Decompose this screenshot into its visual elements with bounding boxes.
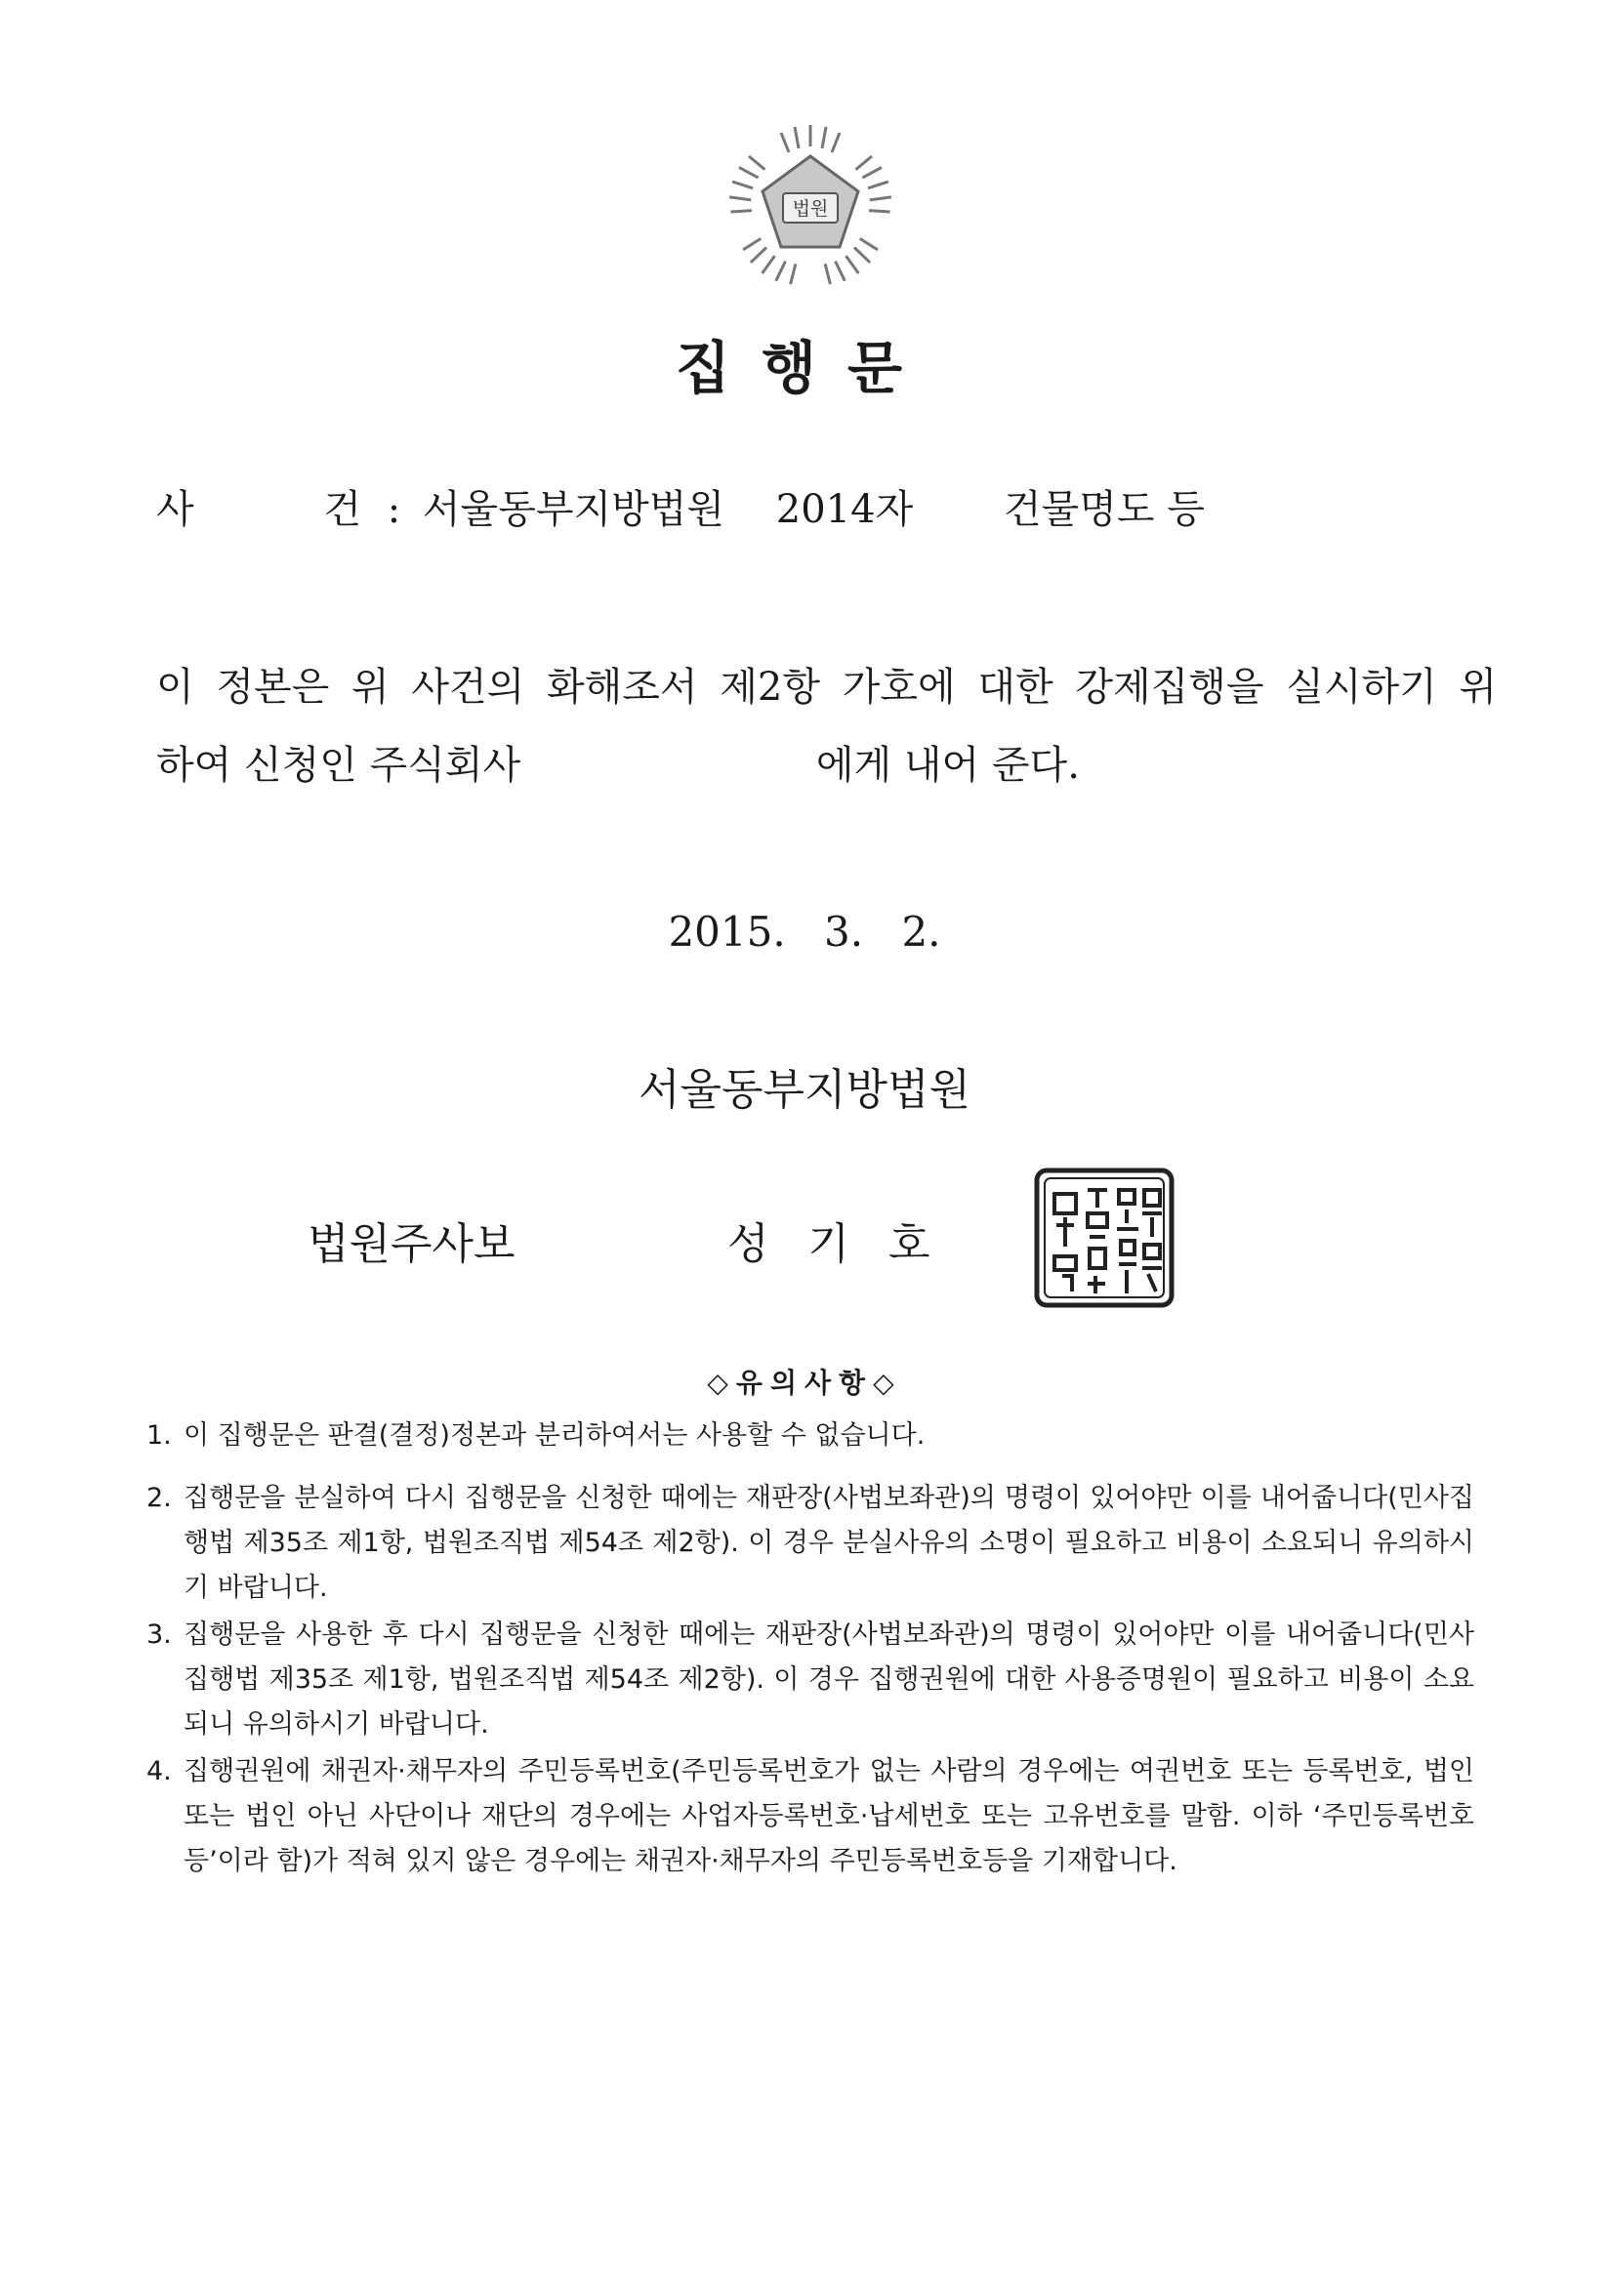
notice-item-text: 집행문을 분실하여 다시 집행문을 신청한 때에는 재판장(사법보좌관)의 명령이 있어야만 이를 내어줍니다(민사집행법 제35조 제1항, 법원조직법 제54조 제2항). 이 경우 분실사유의 소명이 필요하고 비용이 소요되니 유의하시기 바랍니다. — [184, 1483, 1474, 1603]
body-line-1: 이 정본은 위 사건의 화해조서 제2항 가호에 대한 강제집행을 실시하기 위 — [156, 665, 1498, 710]
officer-name: 성기호 — [727, 1219, 970, 1269]
case-info-row — [156, 478, 1205, 534]
court-name: 서울동부지방법원 — [638, 1065, 971, 1115]
case-label-b: 건 — [323, 487, 361, 532]
officer-title: 법원주사보 — [308, 1219, 516, 1269]
document-title: 집행문 — [675, 335, 934, 401]
notice-item-number: 4. — [146, 1756, 172, 1786]
notice-item-number: 3. — [146, 1620, 172, 1650]
case-separator: : — [387, 487, 401, 532]
official-seal-icon — [1033, 1167, 1176, 1309]
emblem-label: 법원 — [792, 198, 829, 220]
notice-item-text: 집행문을 사용한 후 다시 집행문을 신청한 때에는 재판장(사법보좌관)의 명령이 있어야만 이를 내어줍니다(민사집행법 제35조 제1항, 법원조직법 제54조 제2항). 이 경우 집행권원에 대한 사용증명원이 필요하고 비용이 소요되니 유의하시기 바랍니다. — [184, 1620, 1474, 1740]
notice-item-4 — [146, 1749, 1474, 1884]
case-label-a: 사 — [156, 487, 194, 532]
notice-item-3 — [146, 1613, 1474, 1747]
case-number: 2014자 — [775, 487, 914, 532]
notice-item-number: 2. — [146, 1483, 172, 1513]
notice-item-1 — [146, 1414, 1474, 1458]
notice-item-text: 이 집행문은 판결(결정)정본과 분리하여서는 사용할 수 없습니다. — [184, 1420, 926, 1451]
notice-item-text: 집행권원에 채권자·채무자의 주민등록번호(주민등록번호가 없는 사람의 경우에는 여권번호 또는 등록번호, 법인 또는 법인 아닌 사단이나 재단의 경우에는 사업자등록번호·납세번호 또는 고유번호를 말함. 이하 ‘주민등록번호등’이라 함)가 적혀 있지 않은 경우에는 채권자·채무자의 주민등록번호등을 기재합니다. — [184, 1756, 1474, 1876]
body-line-2-applicant: 하여 신청인 주식회사 — [156, 743, 521, 788]
notice-heading: ◇유의사항◇ — [707, 1367, 902, 1399]
court-emblem-icon — [722, 117, 898, 293]
notice-item-2 — [146, 1476, 1474, 1611]
case-name: 건물명도 등 — [1003, 487, 1205, 532]
case-court: 서울동부지방법원 — [422, 487, 725, 532]
body-line-2 — [156, 734, 1080, 790]
body-line-2-issue: 에게 내어 준다. — [815, 743, 1080, 788]
issue-date: 2015. 3. 2. — [668, 908, 941, 956]
notice-item-number: 1. — [146, 1420, 172, 1451]
